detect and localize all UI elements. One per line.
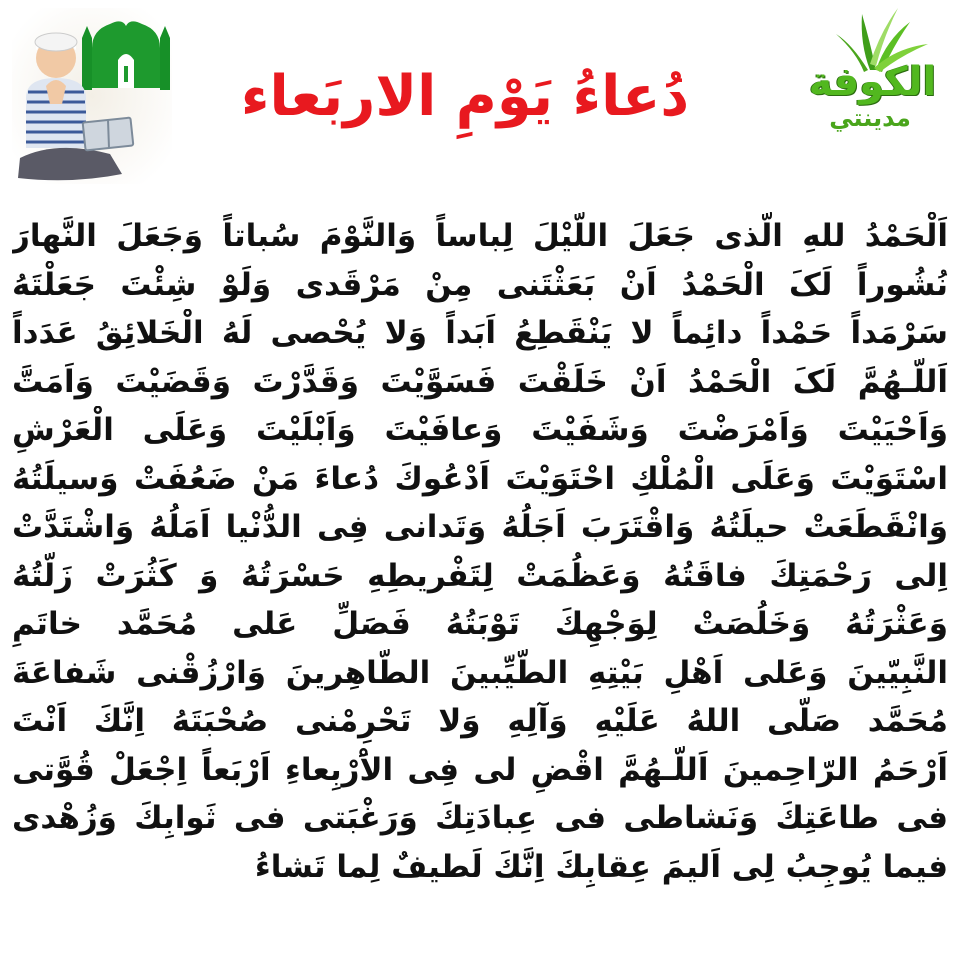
logo-sub-text: مدينتي [829,104,911,132]
dua-line: فى طاعَتِكَ وَنَشاطى فى عِبادَتِكَ وَرَغْبَتى فى ثَوابِكَ وَزُهْدى [12,800,948,836]
dua-line: وَاَحْيَيْتَ وَاَمْرَضْتَ وَشَفَيْتَ وَعافَيْتَ وَاَبْلَيْتَ وَعَلَى الْعَرْشِ [12,412,948,448]
dua-line: اَرْحَمُ الرّاحِمينَ اَللّـهُمَّ اقْضِ لى فِى الاَْرْبِعاءِ اَرْبَعاً اِجْعَلْ قُوَّتى [12,751,948,788]
dua-line: النَّبِيّينَ وَعَلى اَهْلِ بَيْتِهِ الطَّيِّبينَ الطّاهِرينَ وَارْزُقْنى شَفاعَةَ [12,654,948,691]
praying-child-illustration [12,8,172,184]
dua-line: سَرْمَداً حَمْداً دائِماً لا يَنْقَطِعُ اَبَداً وَلا يُحْصى لَهُ الْخَلائِقُ عَدَداً [12,315,948,351]
dua-line: اسْتَوَيْتَ وَعَلَى الْمُلْكِ احْتَوَيْتَ اَدْعُوكَ دُعاءَ مَنْ ضَعُفَتْ وَسيلَتُهُ [12,460,948,497]
dua-line: اِلى رَحْمَتِكَ فاقَتُهُ وَعَظُمَتْ لِتَفْريطِهِ حَسْرَتُهُ وَ كَثُرَتْ زَلَّتُهُ [12,557,948,594]
dua-line: اَلْحَمْدُ للهِ الَّذى جَعَلَ اللَّيْلَ لِباساً وَالنَّوْمَ سُباتاً وَجَعَلَ النَّهارَ [12,218,948,254]
logo-main-text: الكوفة [808,59,937,105]
dua-line: وَعَثْرَتُهُ وَخَلُصَتْ لِوَجْهِكَ تَوْبَتُهُ فَصَلِّ عَلى مُحَمَّد خاتَمِ [12,606,948,642]
header [0,0,960,185]
kufa-logo [800,4,945,144]
dua-text [12,212,948,885]
praying-child-icon [12,8,172,184]
dua-line: اَللّـهُمَّ لَکَ الْحَمْدُ اَنْ خَلَقْتَ فَسَوَّيْتَ وَقَدَّرْتَ وَقَضَيْتَ وَاَمَتَّ [12,363,948,400]
page-title: دُعاءُ يَوْمِ الاربَعاء [240,64,690,129]
dua-line: فيما يُوجِبُ لِى اَليمَ عِقابِكَ اِنَّكَ لَطيفٌ لِما تَشاءُ [254,848,948,885]
dua-line: مُحَمَّد صَلَّى اللهُ عَلَيْهِ وَآلِهِ وَلا تَحْرِمْنى صُحْبَتَهُ اِنَّكَ اَنْتَ [12,703,948,739]
dua-line: نُشُوراً لَکَ الْحَمْدُ اَنْ بَعَثْتَنى مِنْ مَرْقَدى وَلَوْ شِئْتَ جَعَلْتَهُ [12,266,948,303]
dua-line: وَانْقَطَعَتْ حيلَتُهُ وَاقْتَرَبَ اَجَلُهُ وَتَدانى فِى الدُّنْيا اَمَلُهُ وَاشْتَدَّتْ [12,509,948,545]
